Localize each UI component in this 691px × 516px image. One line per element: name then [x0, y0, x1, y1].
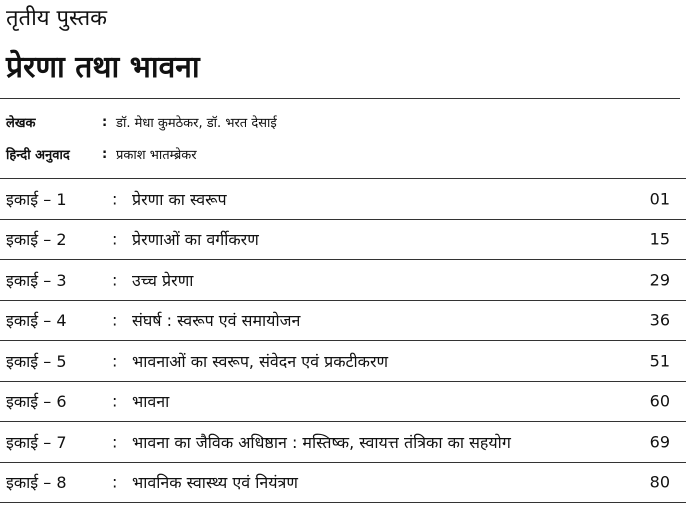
unit-number: इकाई – 6	[6, 392, 67, 412]
page-number: 01	[649, 189, 670, 209]
header-divider	[0, 98, 680, 99]
page-number: 69	[649, 432, 670, 452]
translator-label: हिन्दी अनुवाद	[6, 148, 70, 163]
chapter-title: भावनाओं का स्वरूप, संवेदन एवं प्रकटीकरण	[132, 351, 389, 371]
book-title: प्रेरणा तथा भावना	[6, 50, 200, 85]
unit-separator: :	[112, 472, 118, 492]
toc-row-unit-2	[0, 220, 686, 261]
chapter-title: भावना का जैविक अधिष्ठान : मस्तिष्क, स्वायत्त तंत्रिका का सहयोग	[132, 432, 511, 452]
unit-separator: :	[112, 189, 118, 209]
toc-row-unit-1	[0, 179, 686, 220]
unit-number: इकाई – 5	[6, 351, 67, 371]
unit-separator: :	[112, 310, 118, 330]
chapter-title: प्रेरणा का स्वरूप	[132, 189, 227, 209]
toc-row-unit-5	[0, 341, 686, 382]
page-number: 29	[649, 270, 670, 290]
page-number: 15	[649, 229, 670, 249]
toc-row-unit-4	[0, 301, 686, 342]
unit-separator: :	[112, 432, 118, 452]
chapter-title: भावना	[132, 392, 170, 412]
author-label: लेखक	[6, 116, 36, 131]
unit-separator: :	[112, 391, 118, 411]
author-separator: :	[102, 114, 108, 130]
toc-row-unit-7	[0, 422, 686, 463]
chapter-title: प्रेरणाओं का वर्गीकरण	[132, 230, 259, 250]
author-row	[6, 110, 277, 134]
chapter-title: संघर्ष : स्वरूप एवं समायोजन	[132, 311, 301, 331]
translator-name: प्रकाश भातम्ब्रेकर	[116, 148, 197, 163]
unit-separator: :	[112, 229, 118, 249]
table-of-contents	[0, 178, 686, 503]
unit-separator: :	[112, 270, 118, 290]
book-label: तृतीय पुस्तक	[6, 6, 108, 31]
unit-number: इकाई – 4	[6, 311, 67, 331]
page-number: 51	[649, 351, 670, 371]
author-names: डॉ. मेधा कुमठेकर, डॉ. भरत देसाई	[116, 116, 277, 131]
toc-row-unit-3	[0, 260, 686, 301]
unit-number: इकाई – 2	[6, 230, 67, 250]
toc-row-unit-6	[0, 382, 686, 423]
translator-row	[6, 142, 197, 166]
chapter-title: भावनिक स्वास्थ्य एवं नियंत्रण	[132, 473, 298, 493]
translator-separator: :	[102, 146, 108, 162]
unit-number: इकाई – 3	[6, 270, 67, 290]
chapter-title: उच्च प्रेरणा	[132, 270, 194, 290]
page-number: 60	[649, 391, 670, 411]
unit-number: इकाई – 8	[6, 473, 67, 493]
page-number: 80	[649, 472, 670, 492]
unit-number: इकाई – 1	[6, 189, 67, 209]
unit-number: इकाई – 7	[6, 432, 67, 452]
page-number: 36	[649, 310, 670, 330]
unit-separator: :	[112, 351, 118, 371]
toc-row-unit-8	[0, 463, 686, 504]
